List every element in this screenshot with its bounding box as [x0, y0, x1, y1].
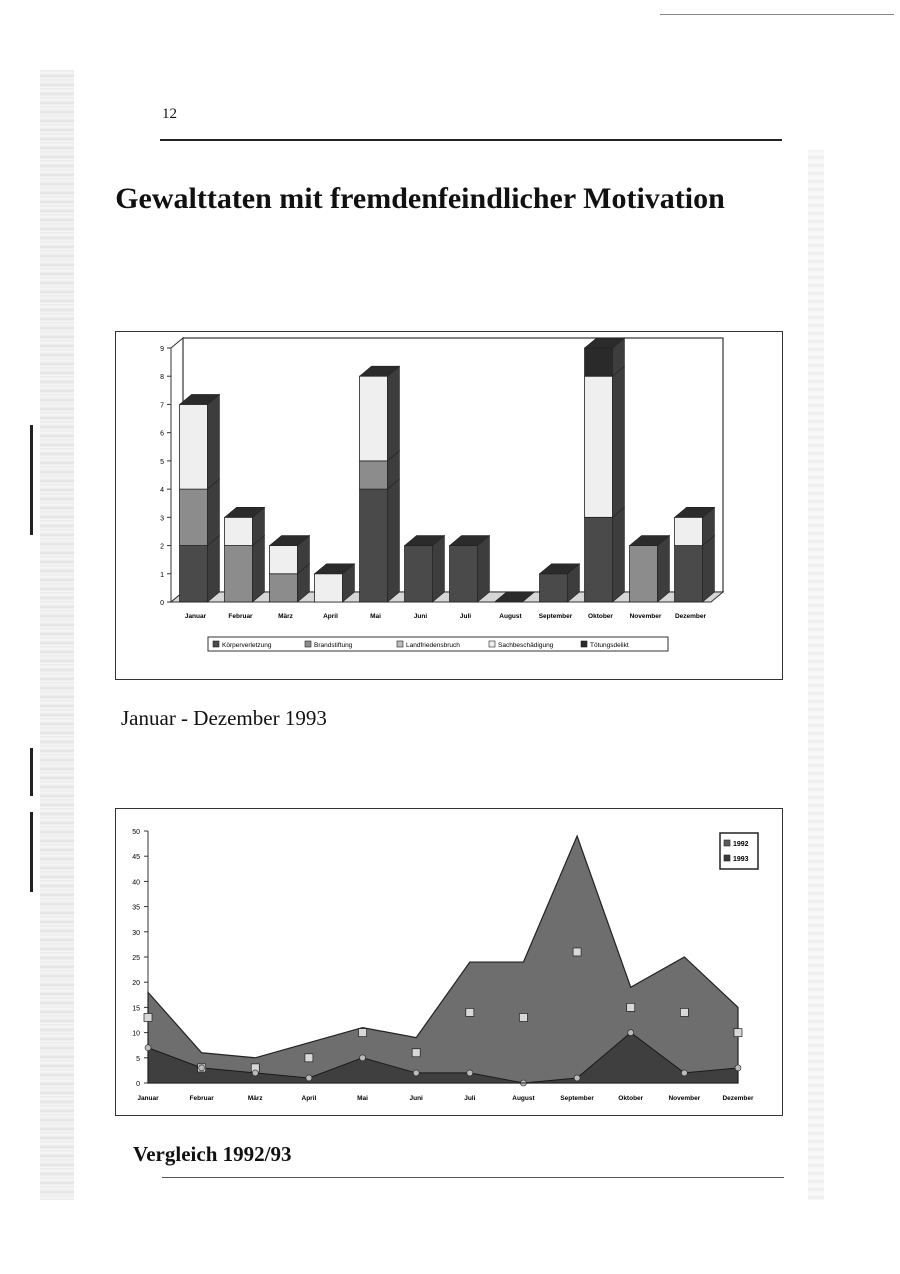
legend-box	[720, 833, 758, 869]
bar-segment	[405, 546, 433, 602]
marker-1992	[734, 1029, 742, 1037]
bar-segment	[270, 574, 298, 602]
y-tick-label: 2	[160, 543, 164, 551]
x-tick-label: November	[668, 1095, 701, 1102]
marker-1993	[467, 1070, 473, 1076]
marker-1993	[628, 1030, 634, 1036]
legend-label: Brandstiftung	[314, 642, 353, 649]
scan-shadow-right	[808, 150, 824, 1200]
x-tick-label: Mai	[370, 613, 381, 620]
margin-mark	[30, 748, 33, 796]
legend-swatch	[489, 641, 495, 647]
marker-1993	[574, 1075, 580, 1081]
legend-label: Sachbeschädigung	[498, 642, 554, 649]
y-tick-label: 0	[136, 1081, 140, 1088]
header-rule	[160, 139, 782, 141]
bar-segment	[630, 546, 658, 602]
marker-1992	[144, 1013, 152, 1021]
bar-side	[657, 536, 669, 602]
bottom-rule	[162, 1177, 784, 1178]
x-tick-label: Juni	[413, 613, 428, 620]
marker-1993	[413, 1070, 419, 1076]
bar-side	[432, 536, 444, 602]
y-tick-label: 20	[132, 980, 140, 988]
marker-1993	[735, 1065, 741, 1071]
legend-swatch	[397, 641, 403, 647]
x-tick-label: September	[560, 1095, 594, 1102]
x-tick-label: August	[499, 613, 522, 620]
area-chart-svg	[116, 809, 782, 1115]
y-tick-label: 35	[132, 904, 140, 912]
bar-segment	[540, 574, 568, 602]
top-rule	[660, 14, 894, 15]
bar-segment	[585, 517, 613, 602]
legend-swatch	[305, 641, 311, 647]
x-tick-label: Mai	[357, 1095, 368, 1102]
marker-1992	[412, 1049, 420, 1057]
marker-1992	[680, 1008, 688, 1016]
legend-swatch	[724, 840, 730, 846]
margin-mark	[30, 812, 33, 892]
bar-segment	[180, 404, 208, 489]
bar-side	[207, 479, 219, 545]
x-tick-label: Juli	[464, 1095, 476, 1102]
bar-segment	[585, 348, 613, 376]
marker-1993	[145, 1045, 151, 1051]
x-tick-label: April	[323, 613, 338, 620]
bar-segment	[270, 546, 298, 574]
caption-monthly: Januar - Dezember 1993	[121, 706, 327, 730]
y-tick-label: 15	[132, 1005, 140, 1013]
x-tick-label: November	[629, 613, 662, 620]
bar-segment	[360, 376, 388, 461]
x-tick-label: Februar	[228, 613, 253, 620]
marker-1993	[252, 1070, 258, 1076]
y-tick-label: 8	[160, 374, 164, 382]
y-tick-label: 40	[132, 879, 140, 887]
marker-1993	[360, 1055, 366, 1061]
bar-side	[207, 394, 219, 489]
x-tick-label: Juni	[409, 1095, 423, 1102]
bar-segment	[675, 517, 703, 545]
x-tick-label: Januar	[137, 1095, 159, 1102]
y-tick-label: 0	[160, 600, 164, 607]
y-tick-label: 45	[132, 854, 140, 862]
bar-side	[477, 536, 489, 602]
marker-1993	[306, 1075, 312, 1081]
margin-mark	[30, 425, 33, 535]
y-tick-label: 30	[132, 929, 140, 937]
y-tick-label: 9	[160, 346, 164, 353]
bar-side	[387, 479, 399, 602]
legend-label: Tötungsdelikt	[590, 642, 629, 649]
y-tick-label: 7	[160, 402, 164, 410]
bar-segment	[675, 546, 703, 602]
x-tick-label: Juli	[459, 613, 472, 620]
x-tick-label: Dezember	[722, 1095, 754, 1102]
bar-side	[207, 536, 219, 602]
area-envelope	[148, 836, 738, 1083]
x-tick-label: Februar	[189, 1095, 214, 1102]
x-tick-label: Oktober	[588, 613, 613, 620]
bar-chart-svg	[116, 332, 782, 679]
area-chart	[115, 808, 783, 1116]
marker-1992	[627, 1003, 635, 1011]
bar-segment	[360, 461, 388, 489]
y-tick-label: 3	[160, 515, 164, 523]
bar-segment	[180, 546, 208, 602]
bar-side	[612, 507, 624, 602]
scan-shadow-left	[40, 70, 74, 1200]
marker-1993	[199, 1065, 205, 1071]
legend-label: 1993	[733, 856, 749, 863]
bar-segment	[225, 546, 253, 602]
legend-swatch	[724, 855, 730, 861]
x-tick-label: April	[301, 1095, 317, 1102]
x-tick-label: August	[512, 1095, 535, 1102]
stacked-bar-chart	[115, 331, 783, 680]
y-tick-label: 4	[160, 487, 164, 495]
bar-segment	[315, 574, 343, 602]
marker-1993	[681, 1070, 687, 1076]
bar-segment	[585, 376, 613, 517]
legend-label: 1992	[733, 841, 749, 848]
x-tick-label: Dezember	[674, 613, 707, 620]
legend-swatch	[213, 641, 219, 647]
bar-segment	[180, 489, 208, 545]
legend-swatch	[581, 641, 587, 647]
x-tick-label: September	[538, 613, 573, 620]
x-tick-label: Januar	[184, 613, 207, 620]
x-tick-label: März	[247, 1095, 263, 1102]
y-tick-label: 1	[160, 571, 164, 579]
bar-segment	[225, 517, 253, 545]
marker-1992	[359, 1029, 367, 1037]
marker-1992	[466, 1008, 474, 1016]
y-tick-label: 25	[132, 955, 140, 962]
page-number: 12	[162, 106, 177, 122]
bar-side	[702, 536, 714, 602]
bar-segment	[360, 489, 388, 602]
marker-1992	[573, 948, 581, 956]
legend-label: Landfriedensbruch	[406, 642, 460, 649]
y-tick-label: 5	[136, 1055, 140, 1063]
bar-side	[387, 366, 399, 461]
caption-comparison: Vergleich 1992/93	[133, 1142, 292, 1166]
bar-side	[612, 366, 624, 517]
x-tick-label: März	[278, 613, 293, 620]
y-tick-label: 6	[160, 430, 164, 438]
y-tick-label: 10	[132, 1030, 140, 1038]
x-tick-label: Oktober	[618, 1095, 644, 1102]
marker-1992	[519, 1013, 527, 1021]
y-tick-label: 5	[160, 458, 164, 466]
marker-1992	[305, 1054, 313, 1062]
page-title: Gewalttaten mit fremdenfeindlicher Motivation	[115, 182, 725, 215]
bar-segment	[450, 546, 478, 602]
legend-label: Körperverletzung	[222, 642, 272, 649]
y-tick-label: 50	[132, 829, 140, 836]
bar-side	[252, 536, 264, 602]
